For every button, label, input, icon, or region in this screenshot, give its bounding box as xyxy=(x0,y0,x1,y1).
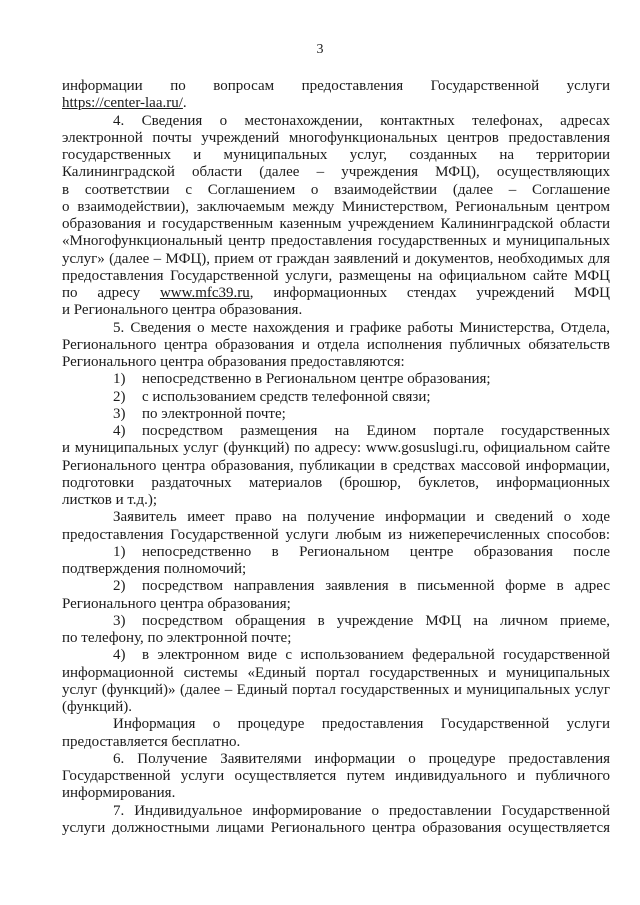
url-link[interactable]: www.mfc39.ru xyxy=(159,285,250,301)
list-number: 3) xyxy=(113,405,126,422)
text-line: услуг» (далее – МФЦ), прием от граждан заявлений и документов, необходимых для xyxy=(62,250,610,267)
text-line: подтверждения полномочий; xyxy=(62,561,247,577)
list-number: 3) xyxy=(113,612,126,629)
text-line: Калининградской области (далее – учреждения МФЦ), осуществляющих xyxy=(62,164,610,181)
list-number: 1) xyxy=(113,371,126,388)
url-link[interactable]: https://center-laa.ru/ xyxy=(62,95,183,112)
text-line: Регионального центра образования, публикации в средствах массовой информации, xyxy=(62,457,610,474)
page-number: 3 xyxy=(316,42,324,57)
text-line: 5. Сведения о месте нахождения и графике работы Министерства, Отдела, xyxy=(113,319,610,336)
text-line: 4) в электронном виде с использованием федеральной государственной xyxy=(113,647,610,664)
list-number: 4) xyxy=(113,423,126,439)
text-line: подготовки раздаточных материалов (брошюр, буклетов, информационных xyxy=(62,474,610,491)
text-line: 1) непосредственно в Региональном центре образования после xyxy=(113,543,610,560)
text-line: https://center-laa.ru/. xyxy=(62,95,187,112)
text-line: Информация о процедуре предоставления Государственной услуги xyxy=(113,716,610,733)
text-line: Заявитель имеет право на получение информации и сведений о ходе xyxy=(113,509,610,526)
text-line: информации по вопросам предоставления Государственной услуги xyxy=(62,78,610,94)
text-line: предоставляется бесплатно. xyxy=(62,733,241,750)
text-line: Регионального центра образования предоставляются: xyxy=(62,354,405,370)
text-line: о взаимодействии), заключаемым между Министерством, Региональным центром xyxy=(62,198,610,215)
text-line: 4) посредством размещения на Едином портале государственных xyxy=(113,423,610,439)
text-line: Регионального центра образования и отдела исполнения публичных обязательств xyxy=(62,336,610,353)
list-number: 4) xyxy=(113,647,126,664)
text-line: (функций). xyxy=(62,699,132,715)
text-line: 2) посредством направления заявления в письменной форме в адрес xyxy=(113,578,610,595)
text-line: услуг (функций)» (далее – Единый портал государственных и муниципальных услуг xyxy=(62,681,610,698)
text-line: 2) с использованием средств телефонной связи; xyxy=(113,388,431,405)
text-line: предоставления Государственной услуги, размещены на официальном сайте МФЦ xyxy=(62,267,610,284)
text-line: 1) непосредственно в Региональном центре образования; xyxy=(113,371,491,388)
text-line: услуги должностными лицами Регионального центра образования осуществляется xyxy=(62,819,610,836)
text-line: образования и государственным казенным учреждением Калининградской области xyxy=(62,216,610,232)
text-line: государственных и муниципальных услуг, созданных на территории xyxy=(62,147,610,163)
text-line: информационной системы «Единый портал государственных и муниципальных xyxy=(62,664,610,681)
text-line: листков и т.д.); xyxy=(62,492,158,508)
text-line: по телефону, по электронной почте; xyxy=(62,630,292,646)
list-number: 2) xyxy=(113,578,126,595)
text-line: предоставления Государственной услуги любым из нижеперечисленных способов: xyxy=(62,526,610,543)
text-line: информирования. xyxy=(62,785,176,802)
text-line: 3) по электронной почте; xyxy=(113,405,286,422)
text-line: «Многофункциональный центр предоставления государственных и муниципальных xyxy=(62,233,610,250)
text-line: 7. Индивидуальное информирование о предоставлении Государственной xyxy=(113,802,610,819)
text-line: по адресу www.mfc39.ru, информационных стендах учреждений МФЦ xyxy=(62,285,610,301)
text-line: 4. Сведения о местонахождении, контактных телефонах, адресах xyxy=(113,112,610,129)
text-line: Государственной услуги осуществляется путем индивидуального и публичного xyxy=(62,768,610,784)
text-line: Регионального центра образования; xyxy=(62,595,291,612)
text-line: и муниципальных услуг (функций) по адресу: www.gosuslugi.ru, официальном сайте xyxy=(62,440,610,457)
text-line: в соответствии с Соглашением о взаимодействии (далее – Соглашение xyxy=(62,181,610,198)
text-line: 6. Получение Заявителями информации о процедуре предоставления xyxy=(113,750,610,767)
list-number: 2) xyxy=(113,388,126,405)
text-line: и Регионального центра образования. xyxy=(62,302,303,319)
text-line: 3) посредством обращения в учреждение МФЦ на личном приеме, xyxy=(113,612,610,629)
text-line: электронной почты учреждений многофункциональных центров предоставления xyxy=(62,129,610,146)
list-number: 1) xyxy=(113,543,126,560)
